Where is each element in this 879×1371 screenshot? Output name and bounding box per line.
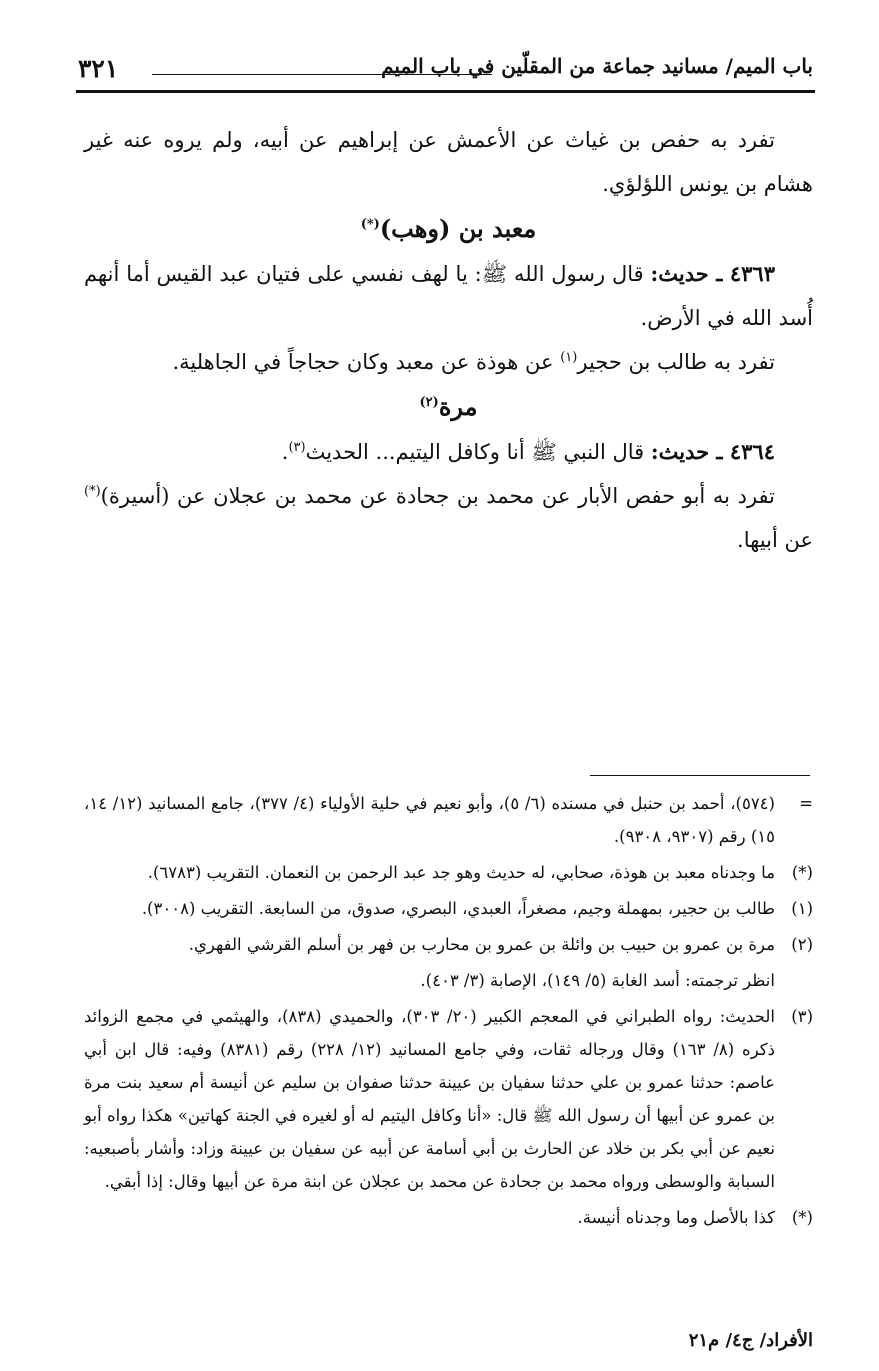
section-title-text: مرة <box>438 392 478 421</box>
paragraph-text: عن أبيها. <box>737 528 813 552</box>
footnote-mark: (*) <box>791 863 813 882</box>
footnote-mark: (١) <box>791 899 813 918</box>
paragraph-text: عن هوذة عن معبد وكان حجاجاً في الجاهلية. <box>172 350 554 374</box>
paragraph-text: تفرد به طالب بن حجير <box>577 350 775 374</box>
footnote-marker: (*) <box>360 217 380 232</box>
hadith-entry <box>84 252 813 340</box>
footnote <box>84 964 813 997</box>
footnotes <box>84 787 813 1237</box>
hadith-text: قال رسول الله ﷺ: يا لهف نفسي على فتيان عبد القيس أما أنهم أُسد الله في الأرض. <box>84 262 813 330</box>
footnote <box>84 928 813 961</box>
footnote-marker: (١) <box>560 350 578 365</box>
footnote-mark: (*) <box>791 1208 813 1227</box>
footnote-text: انظر ترجمته: أسد الغابة (٥/ ١٤٩)، الإصابة (٣/ ٤٠٣). <box>420 971 775 990</box>
hadith-number: ٤٣٦٣ ـ حديث: <box>650 261 775 286</box>
paragraph-text: تفرد به أبو حفص الأبار عن محمد بن جحادة عن محمد بن عجلان عن (أسيرة) <box>100 484 775 508</box>
running-title: باب الميم/ مسانيد جماعة من المقلّين في باب الميم <box>381 54 813 78</box>
hadith-entry <box>84 430 813 474</box>
page-signature: الأفراد/ ج٤/ م٢١ <box>688 1330 813 1351</box>
footnote-mark: (٣) <box>791 1007 813 1026</box>
page-header <box>78 50 813 90</box>
main-text <box>84 118 813 562</box>
footnote-text: مرة بن عمرو بن حبيب بن وائلة بن عمرو بن محارب بن فهر بن أسلم القرشي الفهري. <box>188 935 775 954</box>
hadith-text: قال النبي ﷺ أنا وكافل اليتيم... الحديث <box>305 440 645 464</box>
footnote <box>84 1201 813 1234</box>
footnote-text: ما وجدناه معبد بن هوذة، صحابي، له حديث وهو جد عبد الرحمن بن النعمان. التقريب (٦٧٨٣). <box>147 863 775 882</box>
hadith-number: ٤٣٦٤ ـ حديث: <box>650 439 775 464</box>
footnote <box>84 856 813 889</box>
footnote-text: (٥٧٤)، أحمد بن حنبل في مسنده (٦/ ٥)، وأبو نعيم في حلية الأولياء (٤/ ٣٧٧)، جامع المسانيد (١٢/ ١٤، ١٥) رقم (٩٣٠٧، ٩٣٠٨). <box>84 794 775 846</box>
page-number: ٣٢١ <box>78 54 119 83</box>
section-title <box>84 384 813 430</box>
footnote <box>84 892 813 925</box>
footnote-mark: = <box>799 794 813 813</box>
footnote-text: الحديث: رواه الطبراني في المعجم الكبير (٢٠/ ٣٠٣)، والحميدي (٨٣٨)، والهيثمي في مجمع الزوائد ذكره (٨/ ١٦٣) وقال ورجاله ثقات، وفي جامع المسانيد (١٢/ ٢٢٨) رقم (٨٣٨١) وفيه: قال ابن أبي عاصم: حدثنا عمرو بن علي حدثنا سفيان بن عيينة حدثنا صفوان بن سليم عن أنيسة أم سعيد بنت مرة بن عمرو عن أبيها أن رسول الله ﷺ قال: «أنا وكافل اليتيم له أو لغيره في الجنة كهاتين» هكذا رواه أبو نعيم عن أبي بكر بن خلاد عن الحارث بن أبي أسامة عن أبيه عن سفيان بن عيينة وزاد: وأشار بأصبعيه: السبابة والوسطى ورواه محمد بن جحادة عن محمد بن عجلان عن ابنة مرة عن أبيها وقال: إذا أبقي. <box>84 1007 776 1191</box>
header-rule <box>76 90 815 93</box>
section-title-text: معبد بن (وهب) <box>379 214 537 243</box>
paragraph <box>84 340 813 384</box>
punctuation: . <box>281 440 289 464</box>
footnote-marker: (٣) <box>288 440 306 455</box>
footnote-separator <box>590 775 810 776</box>
footnote <box>84 787 813 853</box>
paragraph: تفرد به حفص بن غياث عن الأعمش عن إبراهيم عن أبيه، ولم يروه عنه غير هشام بن يونس اللؤلؤي. <box>84 128 813 196</box>
footnote-text: كذا بالأصل وما وجدناه أنيسة. <box>577 1208 775 1227</box>
footnote-mark <box>775 964 813 997</box>
paragraph <box>84 474 813 562</box>
footnote-marker: (*) <box>84 484 101 499</box>
footnote-text: طالب بن حجير، بمهملة وجيم، مصغراً، العبدي، البصري، صدوق، من السابعة. التقريب (٣٠٠٨). <box>141 899 775 918</box>
footnote-mark: (٢) <box>791 935 813 954</box>
footnote <box>84 1000 813 1198</box>
section-title <box>84 206 813 252</box>
footnote-marker: (٢) <box>419 395 439 410</box>
